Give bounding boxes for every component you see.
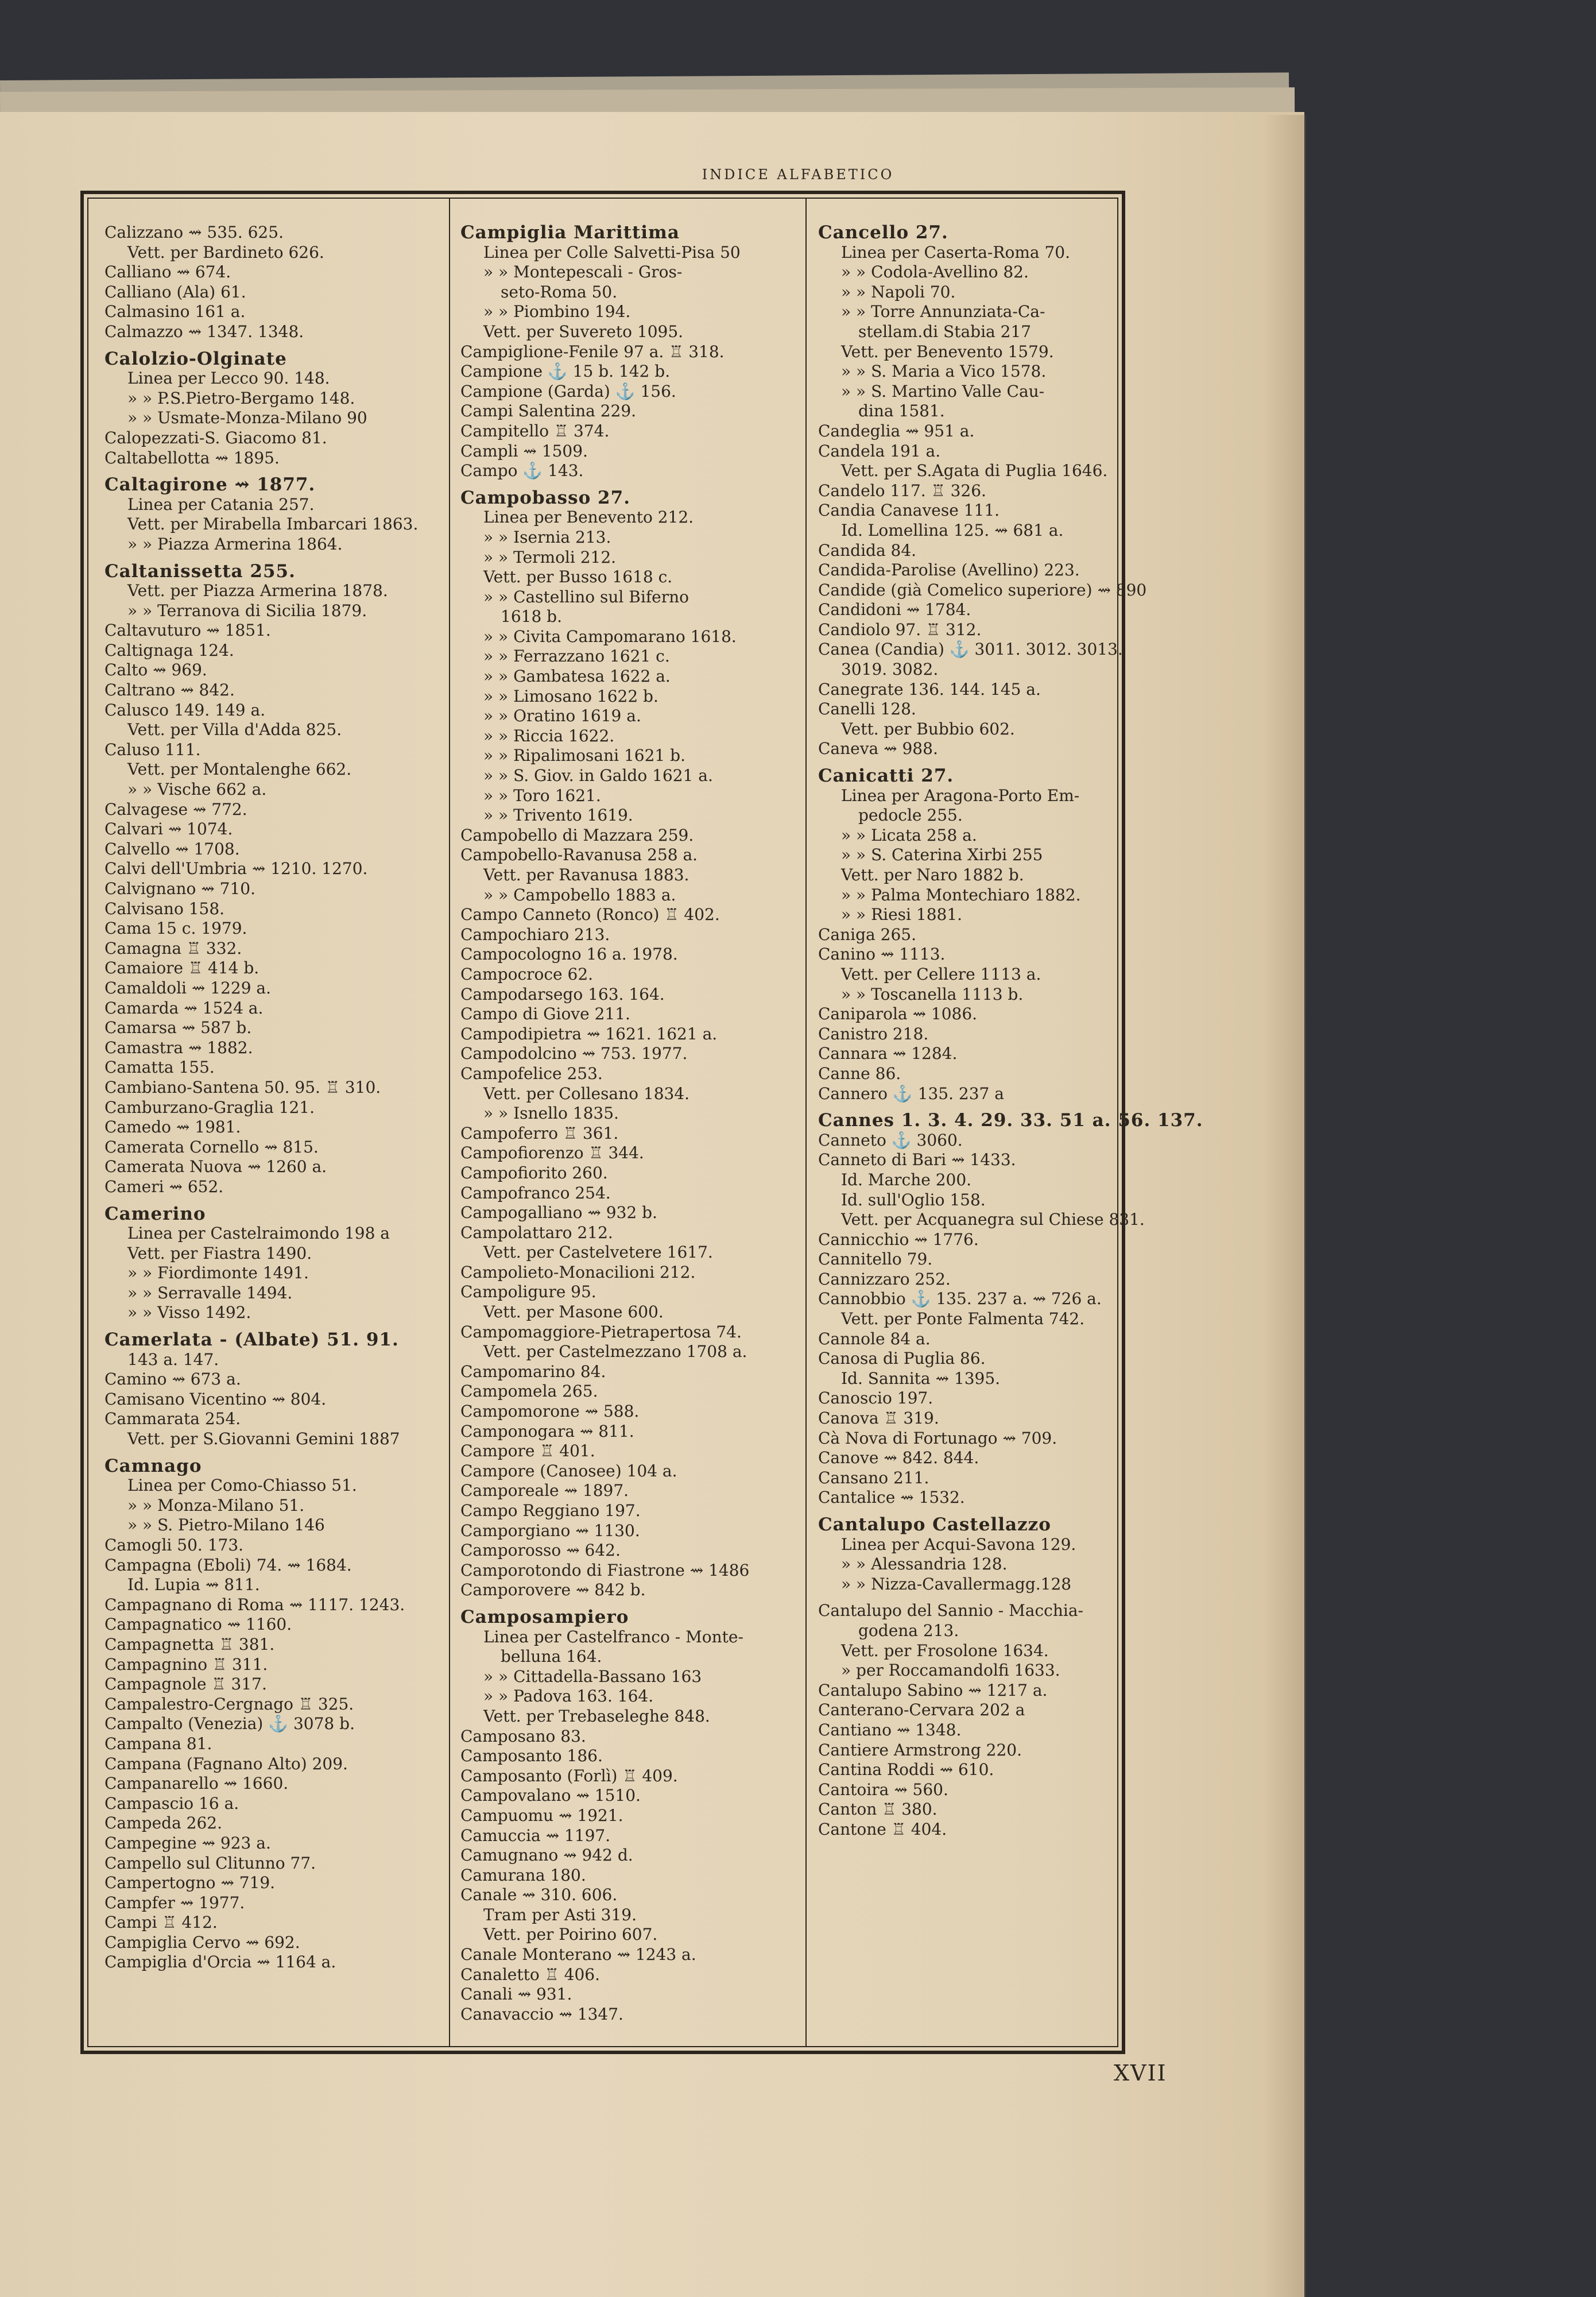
- index-heading: Camerlata - (Albate) 51. 91.: [104, 1329, 399, 1351]
- index-entry: Canavaccio ⇝ 1347.: [460, 2004, 623, 2024]
- index-entry: Camarsa ⇝ 587 b.: [104, 1018, 252, 1038]
- index-entry: Vett. per Trebaseleghe 848.: [483, 1706, 710, 1726]
- index-entry: Vett. per Benevento 1579.: [841, 342, 1054, 361]
- index-entry: Vett. per Naro 1882 b.: [841, 865, 1024, 884]
- index-entry: Campogalliano ⇝ 932 b.: [460, 1203, 657, 1223]
- page-edge-shadow: [1263, 115, 1306, 2297]
- index-entry: Calizzano ⇝ 535. 625.: [104, 223, 284, 242]
- index-entry: Campli ⇝ 1509.: [460, 441, 588, 461]
- index-entry: Campuomu ⇝ 1921.: [460, 1805, 623, 1825]
- index-entry: Cannero ⚓ 135. 237 a: [818, 1084, 1004, 1103]
- index-entry: seto-Roma 50.: [501, 282, 618, 301]
- index-entry: Campolieto-Monacilioni 212.: [460, 1262, 696, 1282]
- index-entry: Id. Lomellina 125. ⇝ 681 a.: [841, 520, 1064, 540]
- index-entry: Canne 86.: [818, 1064, 901, 1083]
- index-entry: Calvello ⇝ 1708.: [104, 839, 240, 859]
- index-entry: » » Piombino 194.: [483, 302, 631, 322]
- index-entry: » » Codola-Avellino 82.: [841, 262, 1029, 282]
- index-entry: Cantalice ⇝ 1532.: [818, 1488, 965, 1507]
- index-entry: Calvignano ⇝ 710.: [104, 879, 255, 898]
- index-entry: Campore ♖ 401.: [460, 1441, 595, 1461]
- index-entry: Canneto di Bari ⇝ 1433.: [818, 1150, 1016, 1170]
- index-entry: Calmazzo ⇝ 1347. 1348.: [104, 322, 304, 341]
- index-entry: Id. Sannita ⇝ 1395.: [841, 1368, 1001, 1388]
- index-entry: Campofranco 254.: [460, 1183, 611, 1202]
- index-entry: » » Isernia 213.: [483, 527, 611, 547]
- index-entry: Linea per Acqui-Savona 129.: [841, 1534, 1076, 1554]
- index-entry: Linea per Catania 257.: [127, 494, 315, 514]
- index-entry: Canea (Candia) ⚓ 3011. 3012. 3013.: [818, 640, 1123, 659]
- index-entry: Campertogno ⇝ 719.: [104, 1873, 276, 1893]
- index-entry: Id. Marche 200.: [841, 1170, 972, 1189]
- index-entry: Camogli 50. 173.: [104, 1536, 244, 1554]
- index-entry: Candela 191 a.: [818, 441, 941, 461]
- index-entry: » » Civita Campomarano 1618.: [483, 627, 737, 646]
- index-entry: Candelo 117. ♖ 326.: [818, 481, 986, 500]
- index-entry: Canaletto ♖ 406.: [460, 1965, 600, 1984]
- index-entry: » » Terranova di Sicilia 1879.: [127, 601, 367, 620]
- index-entry: » » Riccia 1622.: [483, 726, 615, 745]
- index-entry: Campo Canneto (Ronco) ♖ 402.: [460, 905, 720, 925]
- index-entry: Campeda 262.: [104, 1813, 223, 1833]
- index-entry: Canali ⇝ 931.: [460, 1985, 572, 2004]
- index-entry: Caltabellotta ⇝ 1895.: [104, 448, 280, 467]
- index-entry: Caltavuturo ⇝ 1851.: [104, 621, 271, 640]
- index-entry: Canale Monterano ⇝ 1243 a.: [460, 1945, 696, 1965]
- index-entry: Vett. per Ravanusa 1883.: [483, 865, 689, 884]
- index-entry: Campomarino 84.: [460, 1362, 606, 1381]
- index-entry: Canova ♖ 319.: [818, 1409, 939, 1428]
- index-entry: pedocle 255.: [858, 806, 963, 825]
- index-entry: Candide (già Comelico superiore) ⇝ 890: [818, 580, 1147, 600]
- index-entry: Campofelice 253.: [460, 1064, 603, 1083]
- index-entry: Camurana 180.: [460, 1865, 586, 1885]
- index-entry: Campovalano ⇝ 1510.: [460, 1786, 641, 1805]
- index-entry: Cannitello 79.: [818, 1250, 933, 1269]
- index-entry: Vett. per Ponte Falmenta 742.: [841, 1309, 1085, 1329]
- index-entry: » » Isnello 1835.: [483, 1104, 619, 1123]
- index-entry: Calvagese ⇝ 772.: [104, 799, 247, 819]
- index-entry: Campfer ⇝ 1977.: [104, 1893, 245, 1912]
- index-entry: Vett. per Fiastra 1490.: [127, 1243, 312, 1263]
- index-entry: Vett. per Montalenghe 662.: [127, 760, 352, 779]
- index-heading: Camposampiero: [460, 1606, 629, 1627]
- index-entry: Linea per Como-Chiasso 51.: [127, 1476, 357, 1495]
- index-entry: Campoligure 95.: [460, 1282, 596, 1302]
- index-heading: Caltagirone ⇝ 1877.: [104, 474, 316, 496]
- index-entry: Calto ⇝ 969.: [104, 660, 207, 680]
- index-entry: Camisano Vicentino ⇝ 804.: [104, 1389, 327, 1409]
- index-entry: Caniparola ⇝ 1086.: [818, 1004, 978, 1024]
- index-entry: Vett. per Villa d'Adda 825.: [127, 720, 342, 740]
- index-entry: » » Visso 1492.: [127, 1303, 251, 1322]
- index-entry: » » Vische 662 a.: [127, 780, 267, 799]
- index-entry: Camponogara ⇝ 811.: [460, 1421, 634, 1441]
- index-heading: Cantalupo Castellazzo: [818, 1514, 1051, 1535]
- index-column-3: [818, 222, 1203, 1840]
- index-entry: Canterano-Cervara 202 a: [818, 1700, 1025, 1720]
- index-heading: Campiglia Marittima: [460, 222, 680, 243]
- index-entry: Canneto ⚓ 3060.: [818, 1130, 963, 1150]
- index-entry: Campobello di Mazzara 259.: [460, 825, 694, 845]
- index-entry: belluna 164.: [501, 1647, 602, 1666]
- index-entry: Cantiere Armstrong 220.: [818, 1740, 1022, 1760]
- index-entry: Linea per Castelfranco - Monte-: [483, 1627, 743, 1646]
- index-entry: » » Usmate-Monza-Milano 90: [127, 408, 367, 428]
- index-entry: Campodipietra ⇝ 1621. 1621 a.: [460, 1024, 718, 1043]
- page-header: INDICE ALFABETICO: [702, 167, 894, 183]
- index-entry: Campiglione-Fenile 97 a. ♖ 318.: [460, 342, 725, 361]
- index-entry: Cama 15 c. 1979.: [104, 919, 247, 938]
- index-entry: Calusco 149. 149 a.: [104, 700, 266, 720]
- index-entry: Camedo ⇝ 1981.: [104, 1117, 241, 1137]
- index-entry: Vett. per S.Agata di Puglia 1646.: [841, 461, 1108, 481]
- index-entry: » » Licata 258 a.: [841, 825, 977, 845]
- index-entry: Campolattaro 212.: [460, 1223, 613, 1242]
- index-entry: » » Oratino 1619 a.: [483, 706, 641, 726]
- index-entry: Id. Lupia ⇝ 811.: [127, 1575, 260, 1595]
- index-entry: Canton ♖ 380.: [818, 1800, 938, 1819]
- index-entry: Calmasino 161 a.: [104, 302, 246, 322]
- index-entry: Calliano ⇝ 674.: [104, 262, 231, 282]
- index-entry: Camporeale ⇝ 1897.: [460, 1481, 629, 1501]
- index-entry: Campascio 16 a.: [104, 1793, 239, 1813]
- index-entry: Vett. per Bardineto 626.: [127, 242, 324, 262]
- index-entry: Vett. per Cellere 1113 a.: [841, 964, 1041, 984]
- index-entry: Camposanto (Forlì) ♖ 409.: [460, 1766, 678, 1785]
- index-entry: Cannara ⇝ 1284.: [818, 1044, 958, 1064]
- index-entry: Linea per Aragona-Porto Em-: [841, 786, 1080, 805]
- index-entry: Canale ⇝ 310. 606.: [460, 1885, 618, 1905]
- index-entry: Cantina Roddi ⇝ 610.: [818, 1760, 994, 1780]
- index-entry: » » S. Pietro-Milano 146: [127, 1515, 325, 1535]
- index-entry: godena 213.: [858, 1621, 959, 1640]
- index-heading: Canicatti 27.: [818, 765, 954, 787]
- index-entry: Campoferro ♖ 361.: [460, 1123, 619, 1143]
- index-entry: Camporovere ⇝ 842 b.: [460, 1580, 646, 1600]
- index-entry: Camastra ⇝ 1882.: [104, 1038, 253, 1057]
- index-entry: Vett. per Masone 600.: [483, 1302, 664, 1322]
- index-entry: Calopezzati-S. Giacomo 81.: [104, 428, 327, 447]
- index-entry: » » Ripalimosani 1621 b.: [483, 746, 685, 765]
- index-entry: » » Gambatesa 1622 a.: [483, 667, 671, 686]
- index-entry: Canelli 128.: [818, 699, 916, 719]
- index-entry: Linea per Lecco 90. 148.: [127, 369, 330, 388]
- index-entry: Campana 81.: [104, 1734, 212, 1753]
- index-entry: » » S. Giov. in Galdo 1621 a.: [483, 766, 713, 786]
- index-entry: Linea per Caserta-Roma 70.: [841, 242, 1070, 262]
- index-entry: Campalestro-Cergnago ♖ 325.: [104, 1694, 354, 1714]
- index-entry: Camagna ♖ 332.: [104, 938, 242, 958]
- index-entry: Campalto (Venezia) ⚓ 3078 b.: [104, 1714, 355, 1734]
- index-entry: Vett. per Acquanegra sul Chiese 831.: [841, 1210, 1145, 1229]
- index-entry: Cannizzaro 252.: [818, 1269, 951, 1289]
- index-entry: » » Fiordimonte 1491.: [127, 1263, 309, 1283]
- index-entry: Cannobbio ⚓ 135. 237 a. ⇝ 726 a.: [818, 1289, 1102, 1309]
- index-entry: Vett. per Frosolone 1634.: [841, 1641, 1049, 1660]
- index-entry: 143 a. 147.: [127, 1349, 219, 1369]
- index-entry: dina 1581.: [858, 401, 945, 421]
- index-entry: Camarda ⇝ 1524 a.: [104, 998, 264, 1018]
- index-entry: » » Toro 1621.: [483, 786, 601, 805]
- index-entry: » » Riesi 1881.: [841, 905, 963, 925]
- index-entry: Id. sull'Oglio 158.: [841, 1190, 986, 1209]
- index-entry: Campagnatico ⇝ 1160.: [104, 1615, 292, 1634]
- index-entry: Caniga 265.: [818, 925, 916, 944]
- index-entry: Campanarello ⇝ 1660.: [104, 1774, 289, 1793]
- index-entry: Vett. per Busso 1618 c.: [483, 567, 673, 587]
- index-entry: Campofiorito 260.: [460, 1163, 608, 1182]
- index-entry: » » S. Maria a Vico 1578.: [841, 362, 1047, 381]
- index-entry: » » Castellino sul Biferno: [483, 587, 689, 606]
- index-entry: Campione (Garda) ⚓ 156.: [460, 381, 676, 401]
- index-entry: Campo Reggiano 197.: [460, 1501, 641, 1520]
- index-entry: Calvisano 158.: [104, 899, 225, 918]
- index-entry: Campegine ⇝ 923 a.: [104, 1833, 271, 1853]
- index-entry: Campochiaro 213.: [460, 925, 610, 944]
- index-entry: Campiglia Cervo ⇝ 692.: [104, 1932, 300, 1952]
- index-entry: Campomorone ⇝ 588.: [460, 1402, 640, 1421]
- index-entry: Vett. per Piazza Armerina 1878.: [127, 581, 388, 601]
- index-entry: Campomaggiore-Pietrapertosa 74.: [460, 1322, 742, 1341]
- index-entry: Campana (Fagnano Alto) 209.: [104, 1754, 348, 1773]
- index-entry: » » Padova 163. 164.: [483, 1687, 654, 1706]
- index-entry: » » Palma Montechiaro 1882.: [841, 885, 1081, 904]
- index-entry: Campagnetta ♖ 381.: [104, 1634, 275, 1654]
- index-entry: Campagnino ♖ 311.: [104, 1654, 268, 1674]
- index-column-1: [104, 223, 449, 1973]
- index-entry: Canove ⇝ 842. 844.: [818, 1448, 979, 1468]
- index-entry: Vett. per Bubbio 602.: [841, 719, 1015, 738]
- index-entry: Linea per Castelraimondo 198 a: [127, 1224, 390, 1243]
- index-entry: 3019. 3082.: [841, 660, 939, 679]
- index-entry: » » Piazza Armerina 1864.: [127, 534, 343, 554]
- index-heading: Calolzio-Olginate: [104, 348, 287, 369]
- index-entry: Campi Salentina 229.: [460, 401, 637, 421]
- index-entry: Campello sul Clitunno 77.: [104, 1853, 316, 1873]
- index-entry: Cantone ♖ 404.: [818, 1819, 947, 1839]
- index-entry: Linea per Benevento 212.: [483, 508, 694, 527]
- index-entry: Campagna (Eboli) 74. ⇝ 1684.: [104, 1555, 352, 1575]
- index-entry: Calliano (Ala) 61.: [104, 282, 246, 301]
- index-entry: » » Toscanella 1113 b.: [841, 984, 1024, 1004]
- index-entry: Campiglia d'Orcia ⇝ 1164 a.: [104, 1952, 336, 1972]
- index-entry: Canino ⇝ 1113.: [818, 945, 946, 964]
- index-entry: » » Monza-Milano 51.: [127, 1495, 305, 1515]
- index-entry: Cantoira ⇝ 560.: [818, 1780, 948, 1799]
- index-entry: » » Campobello 1883 a.: [483, 885, 676, 904]
- index-entry: Camatta 155.: [104, 1058, 215, 1077]
- index-entry: Canoscio 197.: [818, 1389, 933, 1408]
- page-number: XVII: [1114, 2060, 1167, 2086]
- index-entry: » » Napoli 70.: [841, 282, 956, 301]
- index-entry: Cammarata 254.: [104, 1409, 241, 1429]
- index-entry: 1618 b.: [501, 607, 562, 627]
- index-entry: » » Nizza-Cavallermagg.128: [841, 1574, 1072, 1594]
- index-entry: Vett. per Castelvetere 1617.: [483, 1243, 713, 1262]
- index-entry: » » Limosano 1622 b.: [483, 686, 658, 706]
- index-heading: Camerino: [104, 1203, 206, 1224]
- index-entry: Campi ♖ 412.: [104, 1913, 218, 1932]
- index-entry: Candeglia ⇝ 951 a.: [818, 421, 975, 440]
- index-entry: Calvi dell'Umbria ⇝ 1210. 1270.: [104, 859, 368, 879]
- index-entry: Camporosso ⇝ 642.: [460, 1541, 621, 1560]
- index-column-2: [460, 223, 793, 2024]
- index-entry: » » Torre Annunziata-Ca-: [841, 302, 1045, 322]
- index-entry: Caltrano ⇝ 842.: [104, 680, 235, 700]
- index-entry: Campocologno 16 a. 1978.: [460, 945, 678, 964]
- index-entry: Candidoni ⇝ 1784.: [818, 600, 971, 620]
- index-entry: Camporotondo di Fiastrone ⇝ 1486: [460, 1560, 750, 1580]
- index-entry: Cantalupo Sabino ⇝ 1217 a.: [818, 1680, 1048, 1700]
- index-entry: Campitello ♖ 374.: [460, 421, 610, 440]
- index-heading: Camnago: [104, 1455, 202, 1476]
- index-entry: Caltignaga 124.: [104, 640, 234, 660]
- index-entry: Vett. per Castelmezzano 1708 a.: [483, 1342, 747, 1362]
- index-entry: Cannicchio ⇝ 1776.: [818, 1229, 979, 1249]
- index-heading: Campobasso 27.: [460, 487, 630, 508]
- index-entry: Camaiore ♖ 414 b.: [104, 958, 259, 978]
- index-entry: Campodarsego 163. 164.: [460, 984, 665, 1004]
- index-entry: Campocroce 62.: [460, 964, 594, 984]
- index-entry: » » P.S.Pietro-Bergamo 148.: [127, 388, 355, 408]
- index-entry: » » S. Caterina Xirbi 255: [841, 845, 1043, 865]
- index-entry: » » Cittadella-Bassano 163: [483, 1666, 702, 1686]
- index-entry: Cà Nova di Fortunago ⇝ 709.: [818, 1428, 1057, 1448]
- index-entry: Candida-Parolise (Avellino) 223.: [818, 560, 1080, 580]
- index-entry: Canegrate 136. 144. 145 a.: [818, 679, 1041, 699]
- index-entry: » » Alessandria 128.: [841, 1554, 1008, 1574]
- index-entry: Campione ⚓ 15 b. 142 b.: [460, 362, 671, 381]
- index-heading: Cannes 1. 3. 4. 29. 33. 51 a. 56. 137.: [818, 1110, 1203, 1131]
- index-entry: Vett. per S.Giovanni Gemini 1887: [127, 1429, 400, 1449]
- index-entry: Campagnano di Roma ⇝ 1117. 1243.: [104, 1595, 405, 1614]
- index-entry: Calvari ⇝ 1074.: [104, 819, 233, 839]
- index-entry: Canosa di Puglia 86.: [818, 1349, 986, 1368]
- index-entry: Camuccia ⇝ 1197.: [460, 1826, 611, 1845]
- index-entry: Camposanto 186.: [460, 1746, 603, 1766]
- index-entry: Candia Canavese 111.: [818, 501, 1000, 520]
- index-entry: » per Roccamandolfi 1633.: [841, 1661, 1060, 1680]
- index-entry: Campo ⚓ 143.: [460, 461, 584, 481]
- index-entry: Campo di Giove 211.: [460, 1004, 630, 1024]
- index-entry: Camporgiano ⇝ 1130.: [460, 1521, 640, 1540]
- index-entry: Caneva ⇝ 988.: [818, 739, 938, 759]
- index-entry: » » Ferrazzano 1621 c.: [483, 647, 670, 666]
- index-entry: Cantiano ⇝ 1348.: [818, 1720, 962, 1739]
- index-entry: Linea per Colle Salvetti-Pisa 50: [483, 242, 741, 262]
- index-entry: Candida 84.: [818, 540, 917, 560]
- index-entry: Camaldoli ⇝ 1229 a.: [104, 978, 272, 997]
- index-entry: Cambiano-Santena 50. 95. ♖ 310.: [104, 1077, 381, 1097]
- index-entry: Camburzano-Graglia 121.: [104, 1097, 315, 1117]
- index-entry: Candiolo 97. ♖ 312.: [818, 620, 982, 639]
- column-divider: [805, 199, 807, 2047]
- index-entry: Campagnole ♖ 317.: [104, 1675, 267, 1694]
- index-entry: Cantalupo del Sannio - Macchia-: [818, 1601, 1083, 1621]
- index-entry: » » S. Martino Valle Cau-: [841, 381, 1045, 401]
- index-entry: Campomela 265.: [460, 1382, 598, 1401]
- index-entry: Canistro 218.: [818, 1024, 929, 1043]
- index-entry: Tram per Asti 319.: [483, 1905, 637, 1924]
- index-entry: Campobello-Ravanusa 258 a.: [460, 845, 698, 865]
- index-entry: Camino ⇝ 673 a.: [104, 1370, 241, 1389]
- index-entry: Caluso 111.: [104, 740, 201, 759]
- index-entry: » » Trivento 1619.: [483, 806, 633, 825]
- index-entry: Cannole 84 a.: [818, 1329, 931, 1348]
- index-entry: Vett. per Collesano 1834.: [483, 1084, 690, 1103]
- index-entry: Cansano 211.: [818, 1468, 929, 1487]
- index-entry: Vett. per Poirino 607.: [483, 1925, 658, 1944]
- index-entry: Camposano 83.: [460, 1726, 586, 1746]
- index-entry: Camugnano ⇝ 942 d.: [460, 1846, 633, 1865]
- index-entry: Camerata Nuova ⇝ 1260 a.: [104, 1157, 327, 1177]
- index-entry: stellam.di Stabia 217: [858, 322, 1032, 341]
- index-entry: Cameri ⇝ 652.: [104, 1177, 224, 1196]
- index-entry: Vett. per Suvereto 1095.: [483, 322, 684, 341]
- index-entry: » » Termoli 212.: [483, 547, 617, 567]
- index-heading: Cancello 27.: [818, 222, 948, 243]
- index-heading: Caltanissetta 255.: [104, 560, 296, 582]
- index-entry: » » Serravalle 1494.: [127, 1283, 293, 1302]
- index-entry: Camerata Cornello ⇝ 815.: [104, 1137, 319, 1157]
- column-divider: [449, 199, 450, 2047]
- index-entry: Campofiorenzo ♖ 344.: [460, 1143, 644, 1163]
- index-entry: » » Montepescali - Gros-: [483, 262, 683, 282]
- index-entry: Campore (Canosee) 104 a.: [460, 1461, 677, 1480]
- index-entry: Vett. per Mirabella Imbarcari 1863.: [127, 515, 419, 534]
- index-entry: Campodolcino ⇝ 753. 1977.: [460, 1044, 688, 1064]
